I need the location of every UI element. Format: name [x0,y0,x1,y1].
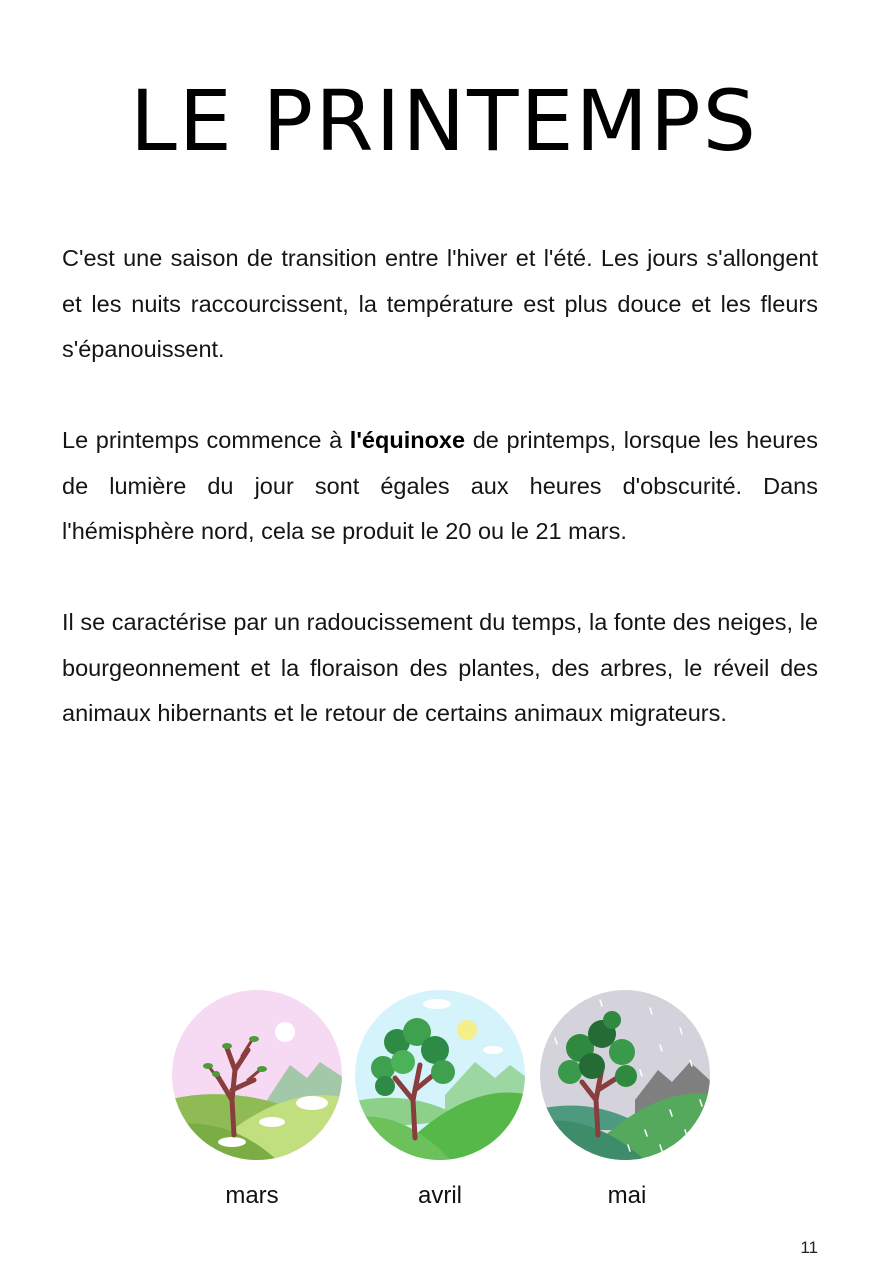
month-label-mai: mai [607,1182,647,1209]
body-text [62,236,818,782]
page-number: 11 [800,1238,818,1257]
paragraph-2-start: Le printemps commence à [62,427,350,453]
paragraph-3: Il se caractérise par un radoucissement du temps, la fonte des neiges, le bourgeonnement et la floraison des plantes, des arbres, le réveil des animaux hibernants et le retour de certains animaux migrateurs. [62,609,818,726]
sunny-tree-landscape-icon [355,990,525,1160]
rainy-tree-landscape-icon [540,990,710,1160]
page-title: LE PRINTEMPS [129,72,759,170]
month-label-mars: mars [225,1182,279,1209]
paragraph-1: C'est une saison de transition entre l'hiver et l'été. Les jours s'allongent et les nuits raccourcissent, la température est plus douce et les fleurs s'épanouissent. [62,245,818,362]
month-label-avril: avril [417,1182,462,1209]
equinox-term: l'équinoxe [349,427,466,453]
paragraph-2-end: de printemps, lorsque les heures de lumière du jour sont égales aux heures d'obscurité. Dans l'hémisphère nord, cela se produit le 20 ou le 21 mars. [62,427,818,544]
bare-tree-landscape-icon [172,990,342,1160]
paragraph-2 [62,418,818,555]
